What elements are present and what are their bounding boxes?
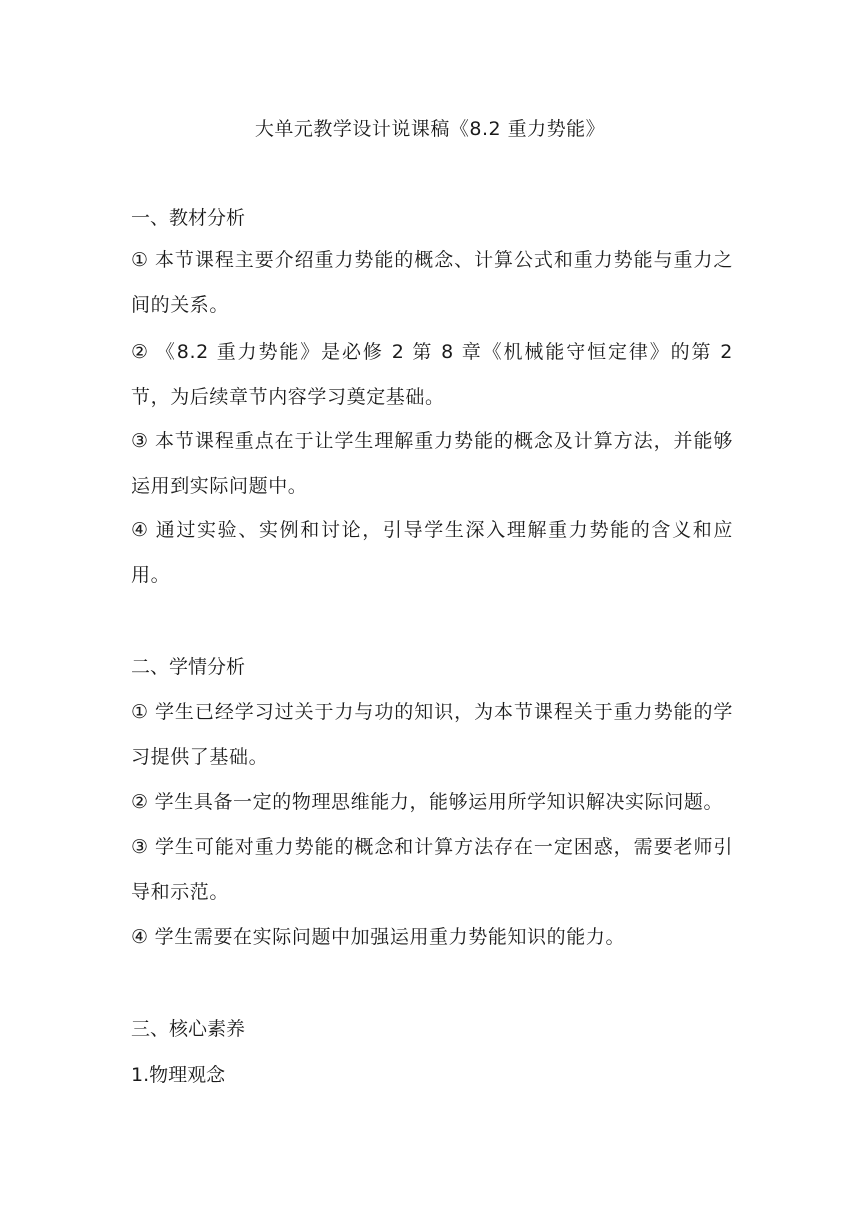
list-item [131, 330, 733, 420]
item-number: ① [131, 249, 149, 271]
list-item [131, 419, 733, 509]
item-text: 学生需要在实际问题中加强运用重力势能知识的能力。 [154, 926, 626, 948]
list-item [131, 238, 733, 328]
item-text: 本节课程重点在于让学生理解重力势能的概念及计算方法，并能够运用到实际问题中。 [131, 430, 733, 497]
section-heading-student-analysis: 二、学情分析 [131, 656, 246, 678]
item-text: 学生具备一定的物理思维能力，能够运用所学知识解决实际问题。 [154, 791, 724, 813]
list-item [131, 915, 733, 960]
list-item [131, 825, 733, 915]
item-text: 学生可能对重力势能的概念和计算方法存在一定困惑，需要老师引导和示范。 [131, 836, 733, 903]
list-item [131, 508, 733, 598]
item-text: 《8.2 重力势能》是必修 2 第 8 章《机械能守恒定律》的第 2 节，为后续章节内容学习奠定基础。 [131, 341, 733, 408]
item-number: ② [131, 791, 149, 813]
item-text: 通过实验、实例和讨论，引导学生深入理解重力势能的含义和应用。 [131, 519, 733, 586]
item-number: ④ [131, 926, 149, 948]
item-number: ① [131, 701, 149, 723]
item-number: ④ [131, 519, 150, 541]
section-heading-core-literacy: 三、核心素养 [131, 1018, 246, 1040]
item-text: 本节课程主要介绍重力势能的概念、计算公式和重力势能与重力之间的关系。 [131, 249, 733, 316]
item-number: ③ [131, 836, 149, 858]
item-text: 学生已经学习过关于力与功的知识，为本节课程关于重力势能的学习提供了基础。 [131, 701, 733, 768]
list-item [131, 780, 733, 825]
document-title: 大单元教学设计说课稿《8.2 重力势能》 [254, 118, 606, 140]
list-item [131, 690, 733, 780]
item-number: ② [131, 341, 150, 363]
section-heading-textbook-analysis: 一、教材分析 [131, 207, 246, 229]
subsection-heading-physics-concept: 1.物理观念 [131, 1064, 226, 1086]
item-number: ③ [131, 430, 149, 452]
